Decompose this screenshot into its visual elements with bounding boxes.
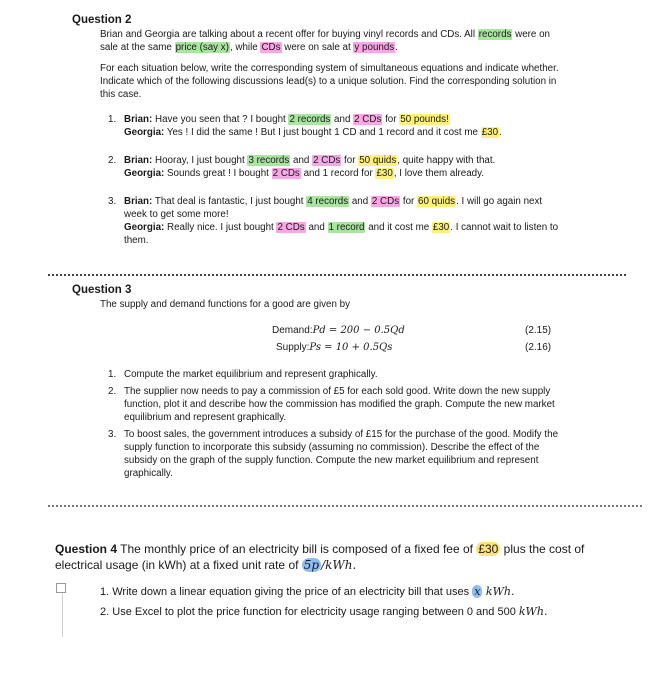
highlighted-text: 2 CDs	[371, 196, 400, 207]
text-run: for	[382, 114, 400, 125]
equation-number: (2.15)	[525, 325, 552, 336]
speaker-brian: Brian:	[124, 196, 153, 207]
highlighted-text: CDs	[261, 42, 281, 53]
highlighted-text: 2 CDs	[272, 168, 300, 179]
highlighted-text: records	[478, 29, 512, 40]
gutter-line	[62, 593, 63, 637]
text-run: for	[400, 196, 418, 207]
question-2	[72, 14, 562, 247]
task-number: 1.	[100, 586, 110, 598]
task-3	[100, 428, 564, 480]
unit-rate: 5p	[303, 558, 320, 572]
task-1	[100, 368, 564, 381]
text-run: and	[305, 222, 328, 233]
task-number: 1.	[108, 369, 117, 380]
task-text-b: kWh.	[518, 605, 548, 618]
equation-label: Demand:	[272, 325, 313, 336]
dialogue-3	[100, 195, 562, 247]
highlighted-text: 50 pounds!	[400, 114, 449, 125]
highlighted-text: 2 records	[289, 114, 331, 125]
text-run: , while	[229, 42, 261, 53]
highlighted-text: 4 records	[307, 196, 349, 207]
task-text: To boost sales, the government introduces a subsidy of £15 for the purchase of the good. Modify the supply function to incorporate this subsidy (assuming no commission). Describe the effect of the subsidy on the graph of the supply function. Compute the new market equilibrium and represent graphically.	[124, 429, 559, 479]
highlighted-text: 1 record	[328, 222, 365, 233]
text-run: and 1 record for	[300, 168, 376, 179]
rate-unit: /kWh.	[321, 558, 357, 572]
task-2	[100, 385, 564, 424]
question-3-tasks	[100, 368, 564, 480]
text-run: and it cost me	[365, 222, 432, 233]
text-run: Really nice. I just bought	[164, 222, 277, 233]
highlighted-text: 2 CDs	[277, 222, 305, 233]
question-4-intro-b: plus the cost of electrical usage (in kWh) at a fixed unit rate of	[55, 542, 585, 572]
text-run: and	[331, 114, 354, 125]
question-2-dialogues	[100, 113, 562, 247]
question-3-title: Question 3	[72, 284, 132, 296]
highlighted-text: price (say x)	[175, 42, 229, 53]
text-run: and	[290, 155, 313, 166]
question-4-tasks	[100, 584, 630, 620]
dialogue-number: 2.	[108, 155, 117, 166]
highlighted-text: 2 CDs	[313, 155, 341, 166]
speaker-georgia: Georgia:	[124, 127, 165, 138]
task-number: 2.	[100, 606, 110, 618]
variable-x: x	[474, 585, 481, 598]
brian-line	[124, 196, 542, 220]
highlighted-text: 60 quids	[418, 196, 456, 207]
task-text: The supplier now needs to pay a commission of £5 for each sold good. Write down the new supply function, plot it and describe how the commission has modified the graph. Compute the new market equilibrium and represent graphically.	[124, 386, 555, 423]
text-run: Yes ! I did the same ! But I just bought 1 CD and 1 record and it cost me	[164, 127, 481, 138]
highlighted-text: 2 CDs	[354, 114, 382, 125]
task-number: 3.	[108, 429, 117, 440]
georgia-line	[164, 168, 484, 179]
task-text-a: Use Excel to plot the price function for electricity usage ranging between 0 and 500	[112, 606, 519, 618]
supply-equation	[276, 342, 392, 353]
q4-task-2	[100, 604, 630, 620]
section-divider	[48, 505, 642, 507]
question-2-title: Question 2	[72, 14, 132, 26]
speaker-georgia: Georgia:	[124, 168, 165, 179]
brian-line	[152, 114, 449, 125]
text-run: . I cannot wait to listen to them.	[124, 222, 559, 246]
highlighted-text: 50 quids	[359, 155, 397, 166]
text-run: and	[349, 196, 371, 207]
text-run: , quite happy with that.	[397, 155, 496, 166]
question-4-statement	[55, 541, 615, 573]
question-3-intro: The supply and demand functions for a good are given by	[100, 299, 350, 310]
section-divider	[48, 274, 626, 276]
question-3	[72, 284, 564, 311]
equation-number: (2.16)	[525, 342, 552, 353]
brian-line	[152, 155, 495, 166]
fixed-fee: £30	[478, 542, 499, 556]
text-run: for	[341, 155, 359, 166]
equation-label: Supply:	[276, 342, 310, 353]
highlighted-text: £30	[376, 168, 393, 179]
question-4	[55, 541, 615, 573]
text-run: Have you seen that ? I bought	[152, 114, 289, 125]
q4-task-1	[100, 584, 630, 600]
text-run: Brian and Georgia are talking about a recent offer for buying vinyl records and CDs. All	[100, 29, 478, 40]
question-2-instructions: For each situation below, write the corresponding system of simultaneous equations and indicate whether. Indicate which of the following discussions lead(s) to a unique solution. Find the corresponding solution in this case.	[100, 63, 559, 100]
task-text: Compute the market equilibrium and represent graphically.	[124, 369, 378, 380]
equation-expression: Pd = 200 − 0.5Qd	[312, 325, 405, 336]
speaker-brian: Brian:	[124, 155, 153, 166]
question-4-title: Question 4	[55, 542, 118, 556]
dialogue-number: 3.	[108, 196, 117, 207]
highlighted-text: y pounds	[354, 42, 395, 53]
task-number: 2.	[108, 386, 117, 397]
text-run: .	[499, 127, 502, 138]
text-run: That deal is fantastic, I just bought	[152, 196, 307, 207]
text-run: . I will go again next week to get some more!	[124, 196, 543, 220]
text-run: , I love them already.	[393, 168, 485, 179]
question-2-intro	[100, 28, 562, 54]
highlighted-text: £30	[481, 127, 499, 138]
text-run: were on sale at the same	[100, 29, 550, 53]
georgia-line	[124, 222, 558, 246]
dialogue-2	[100, 154, 562, 180]
dialogue-number: 1.	[108, 114, 117, 125]
task-text-b: kWh.	[482, 585, 515, 598]
speaker-brian: Brian:	[124, 114, 153, 125]
equation-expression: Ps = 10 + 0.5Qs	[309, 342, 393, 353]
text-run: Sounds great ! I bought	[164, 168, 272, 179]
speaker-georgia: Georgia:	[124, 222, 165, 233]
comment-marker-icon[interactable]	[56, 583, 66, 593]
text-run: .	[395, 42, 398, 53]
question-4-intro-a: The monthly price of an electricity bill is composed of a fixed fee of	[120, 542, 477, 556]
demand-equation	[272, 325, 405, 336]
text-run: were on sale at	[281, 42, 354, 53]
task-text-a: Write down a linear equation giving the price of an electricity bill that uses	[112, 586, 473, 598]
georgia-line	[164, 127, 502, 138]
text-run: Hooray, I just bought	[152, 155, 248, 166]
dialogue-1	[100, 113, 562, 139]
highlighted-text: £30	[432, 222, 450, 233]
highlighted-text: 3 records	[248, 155, 290, 166]
